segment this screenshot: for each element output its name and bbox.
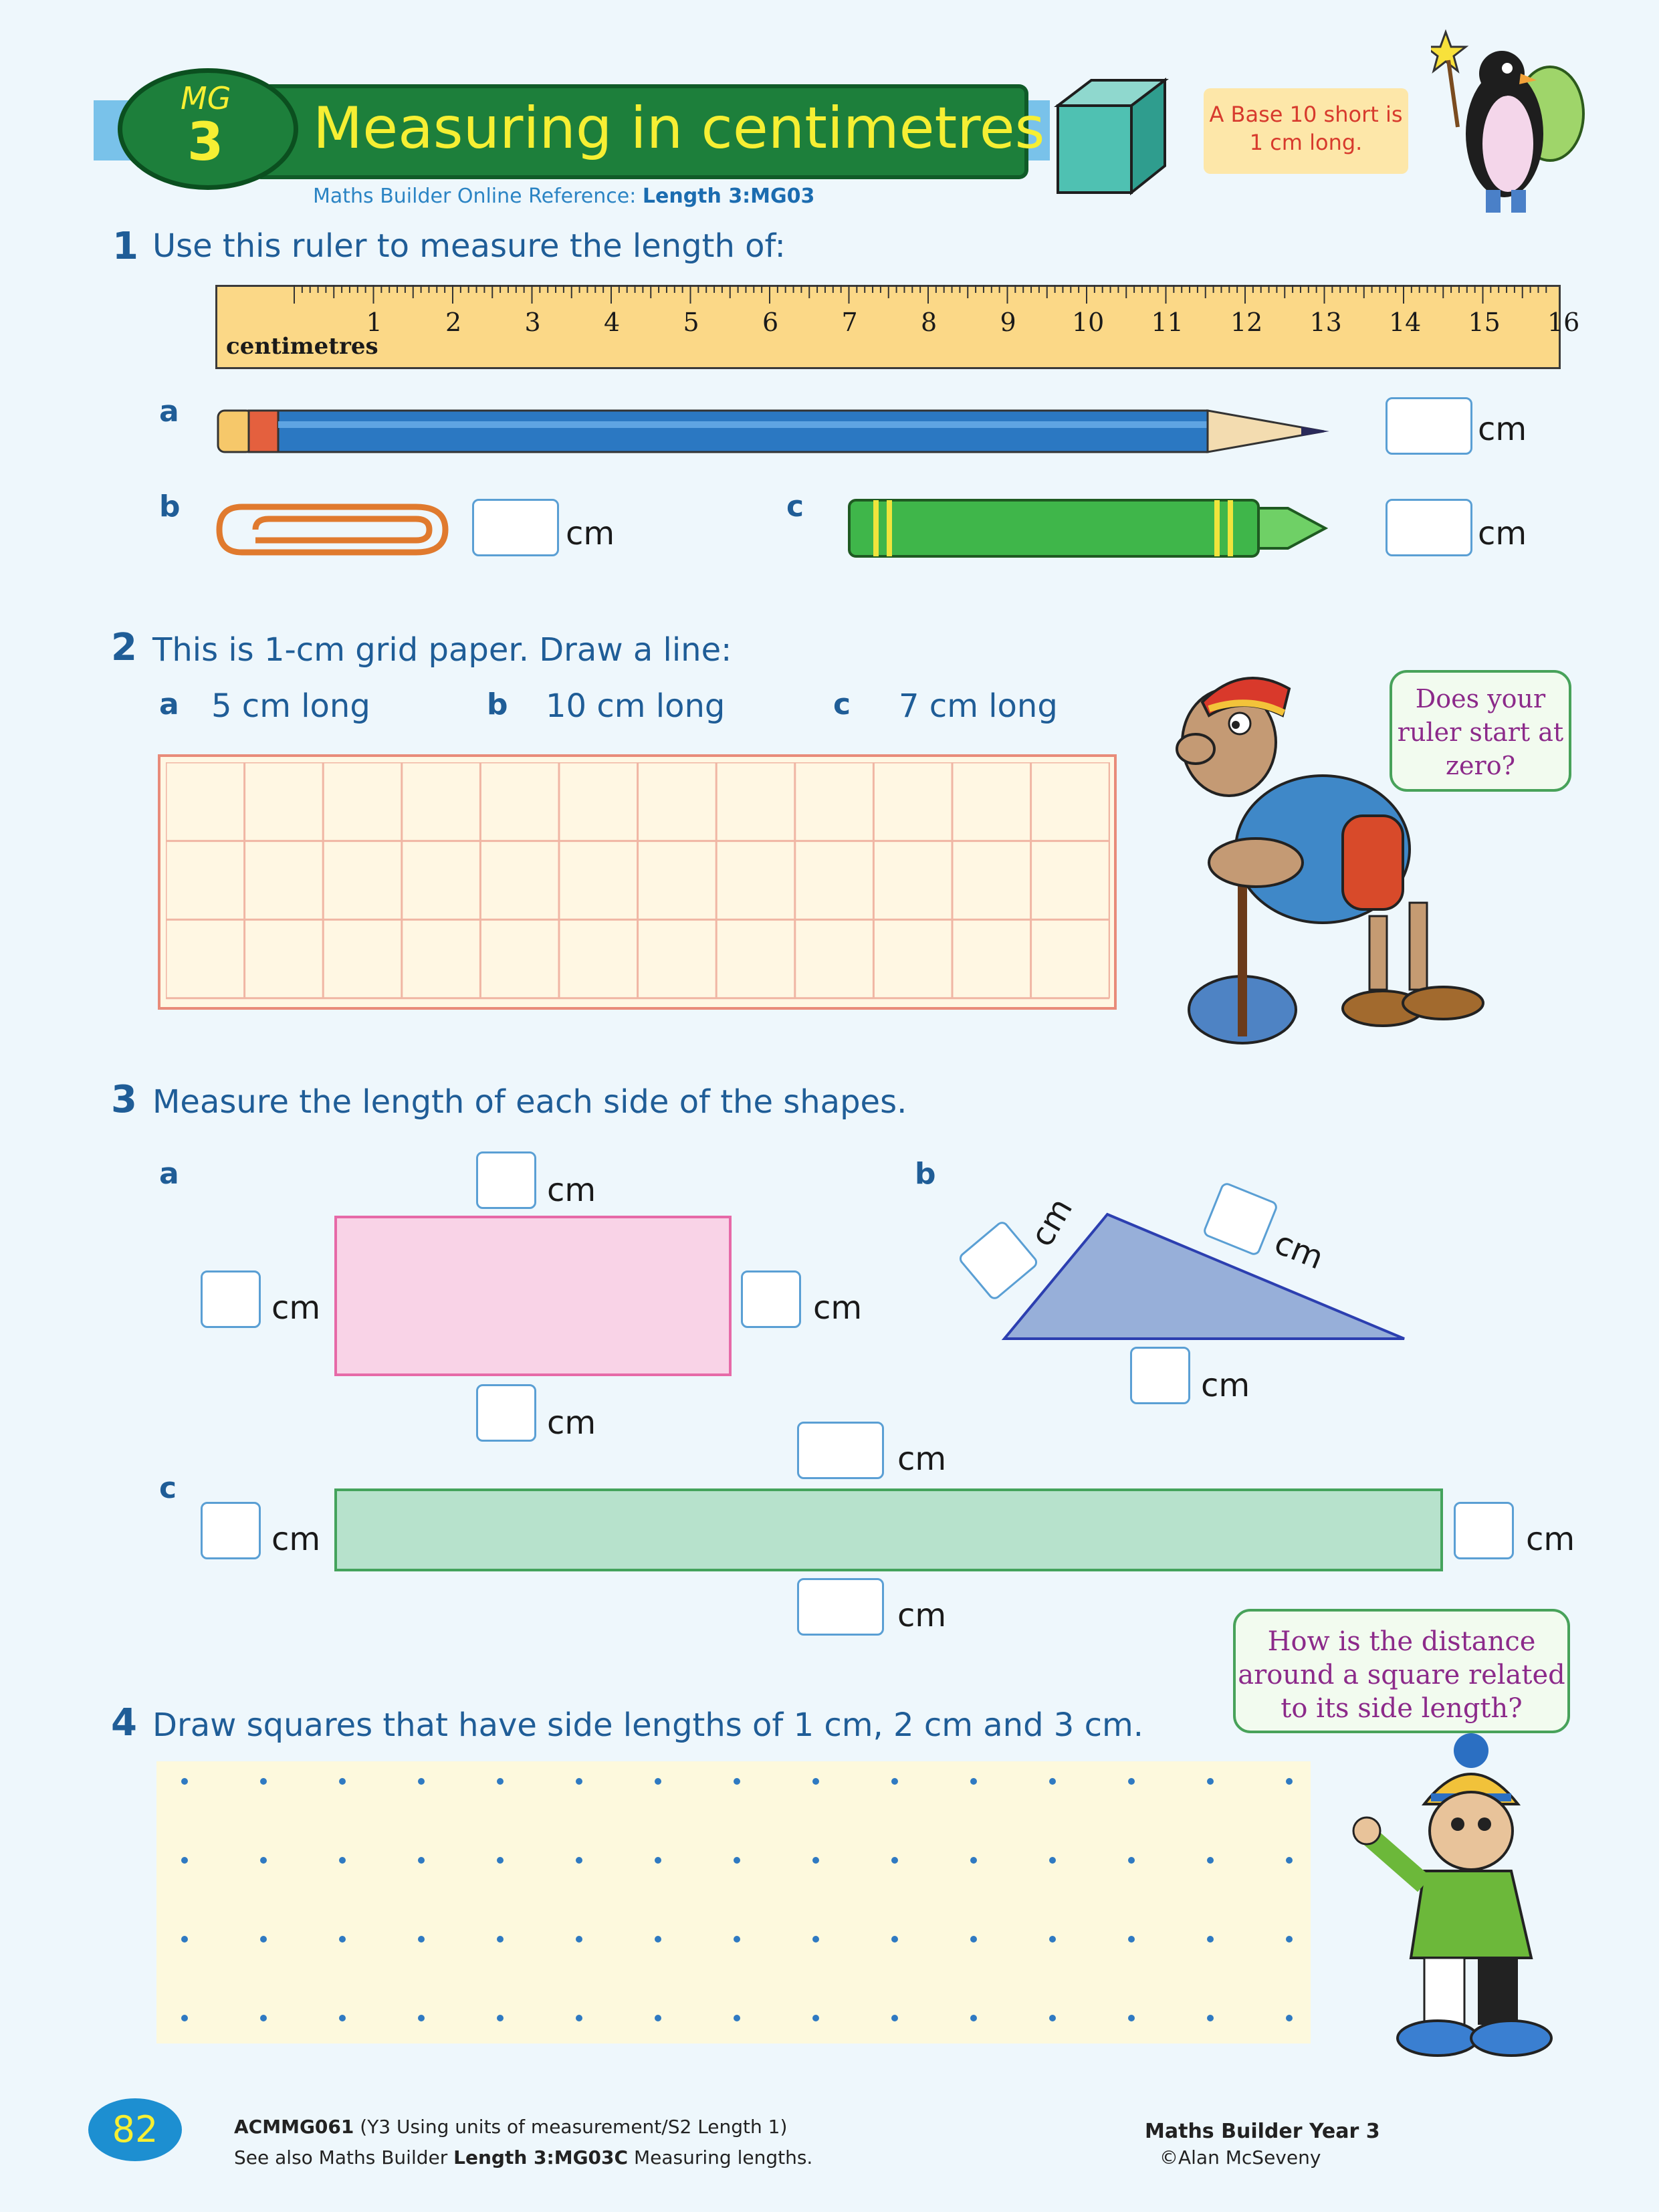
ruler-unit-label: centimetres bbox=[226, 333, 378, 360]
answer-box-3a-bottom[interactable] bbox=[476, 1384, 536, 1442]
ruler-number: 1 bbox=[366, 308, 382, 337]
ruler-number: 2 bbox=[445, 308, 462, 337]
ruler-number: 10 bbox=[1072, 308, 1105, 337]
badge-strand: MG bbox=[181, 80, 231, 116]
ruler-number: 16 bbox=[1547, 308, 1580, 337]
unit-3b-bottom: cm bbox=[1201, 1367, 1250, 1404]
copyright: ©Alan McSeveny bbox=[1159, 2146, 1321, 2169]
question-2c-label: c bbox=[833, 687, 851, 722]
ruler-number: 6 bbox=[762, 308, 779, 337]
question-1-text: Use this ruler to measure the length of: bbox=[152, 227, 786, 265]
hint-bubble-square: How is the distance around a square related to its side length? bbox=[1233, 1609, 1570, 1733]
answer-box-1a[interactable] bbox=[1386, 397, 1472, 455]
question-3b-label: b bbox=[915, 1157, 936, 1191]
question-3c-label: c bbox=[159, 1471, 177, 1505]
ruler-number: 15 bbox=[1468, 308, 1501, 337]
ruler-number: 11 bbox=[1151, 308, 1184, 337]
ruler-number: 4 bbox=[604, 308, 621, 337]
question-1b-label: b bbox=[159, 489, 181, 524]
question-2-number: 2 bbox=[111, 626, 137, 669]
crayon-illustration bbox=[847, 495, 1328, 562]
answer-box-3c-left[interactable] bbox=[201, 1502, 261, 1559]
answer-box-3c-top[interactable] bbox=[797, 1422, 884, 1479]
question-2c-text: 7 cm long bbox=[899, 687, 1058, 725]
ruler-number: 13 bbox=[1309, 308, 1342, 337]
grid-lines bbox=[166, 762, 1110, 1003]
base-ten-cube-icon bbox=[1051, 72, 1172, 199]
question-3-text: Measure the length of each side of the shapes. bbox=[152, 1083, 907, 1121]
unit-3a-top: cm bbox=[547, 1172, 596, 1209]
unit-3c-left: cm bbox=[271, 1521, 321, 1558]
answer-box-3a-left[interactable] bbox=[201, 1270, 261, 1328]
boy-pointing-illustration bbox=[1344, 1731, 1565, 2065]
question-2b-label: b bbox=[487, 687, 508, 722]
ruler-number: 9 bbox=[1000, 308, 1016, 337]
ruler-number: 3 bbox=[524, 308, 541, 337]
answer-box-3a-right[interactable] bbox=[741, 1270, 801, 1328]
unit-1a: cm bbox=[1478, 411, 1527, 448]
hint-bubble-zero: Does your ruler start at zero? bbox=[1390, 670, 1571, 792]
question-1a-label: a bbox=[159, 395, 179, 429]
answer-box-3b-bottom[interactable] bbox=[1130, 1347, 1190, 1404]
unit-1c: cm bbox=[1478, 515, 1527, 552]
unit-3b-left: cm bbox=[1023, 1192, 1081, 1253]
question-3a-label: a bbox=[159, 1157, 179, 1191]
book-title: Maths Builder Year 3 bbox=[1145, 2120, 1380, 2143]
see-also-reference: See also Maths Builder Length 3:MG03C Measuring lengths. bbox=[234, 2146, 813, 2169]
ruler-number: 7 bbox=[841, 308, 858, 337]
question-3-number: 3 bbox=[111, 1078, 137, 1121]
unit-3c-right: cm bbox=[1526, 1521, 1575, 1558]
unit-3c-bottom: cm bbox=[897, 1597, 947, 1634]
unit-3c-top: cm bbox=[897, 1440, 947, 1478]
dot-grid bbox=[156, 1761, 1311, 2043]
answer-box-3c-bottom[interactable] bbox=[797, 1578, 884, 1636]
answer-box-1c[interactable] bbox=[1386, 499, 1472, 556]
unit-3a-bottom: cm bbox=[547, 1404, 596, 1442]
answer-box-3c-right[interactable] bbox=[1454, 1502, 1514, 1559]
base-ten-note: A Base 10 short is 1 cm long. bbox=[1204, 88, 1408, 174]
ruler-ticks bbox=[215, 285, 1561, 369]
question-4-text: Draw squares that have side lengths of 1 cm, 2 cm and 3 cm. bbox=[152, 1706, 1143, 1744]
question-2-text: This is 1-cm grid paper. Draw a line: bbox=[152, 631, 732, 669]
page-title: Measuring in centimetres bbox=[313, 95, 1045, 162]
question-2a-text: 5 cm long bbox=[211, 687, 370, 725]
ruler-number: 8 bbox=[921, 308, 937, 337]
unit-3b-right: cm bbox=[1269, 1224, 1329, 1277]
ruler-number: 5 bbox=[683, 308, 699, 337]
question-1c-label: c bbox=[786, 489, 804, 524]
unit-3a-left: cm bbox=[271, 1289, 321, 1327]
question-2a-label: a bbox=[159, 687, 179, 722]
question-4-number: 4 bbox=[111, 1701, 137, 1745]
page-number: 82 bbox=[88, 2098, 182, 2161]
paper-clip-illustration bbox=[215, 500, 456, 559]
question-2b-text: 10 cm long bbox=[546, 687, 726, 725]
curriculum-code: ACMMG061 (Y3 Using units of measurement/S2 Length 1) bbox=[234, 2116, 788, 2138]
answer-box-3a-top[interactable] bbox=[476, 1151, 536, 1209]
question-1-number: 1 bbox=[112, 225, 138, 268]
ruler-number: 14 bbox=[1389, 308, 1422, 337]
ruler-number: 12 bbox=[1230, 308, 1263, 337]
badge-number: 3 bbox=[187, 112, 224, 173]
pink-rectangle-shape bbox=[334, 1216, 732, 1376]
pencil-illustration bbox=[214, 407, 1332, 457]
unit-1b: cm bbox=[566, 515, 615, 552]
answer-box-1b[interactable] bbox=[472, 499, 559, 556]
green-rectangle-shape bbox=[334, 1488, 1443, 1571]
unit-3a-right: cm bbox=[813, 1289, 863, 1327]
penguin-fairy-illustration bbox=[1431, 27, 1585, 221]
online-reference: Maths Builder Online Reference: Length 3:MG03 bbox=[313, 185, 815, 208]
